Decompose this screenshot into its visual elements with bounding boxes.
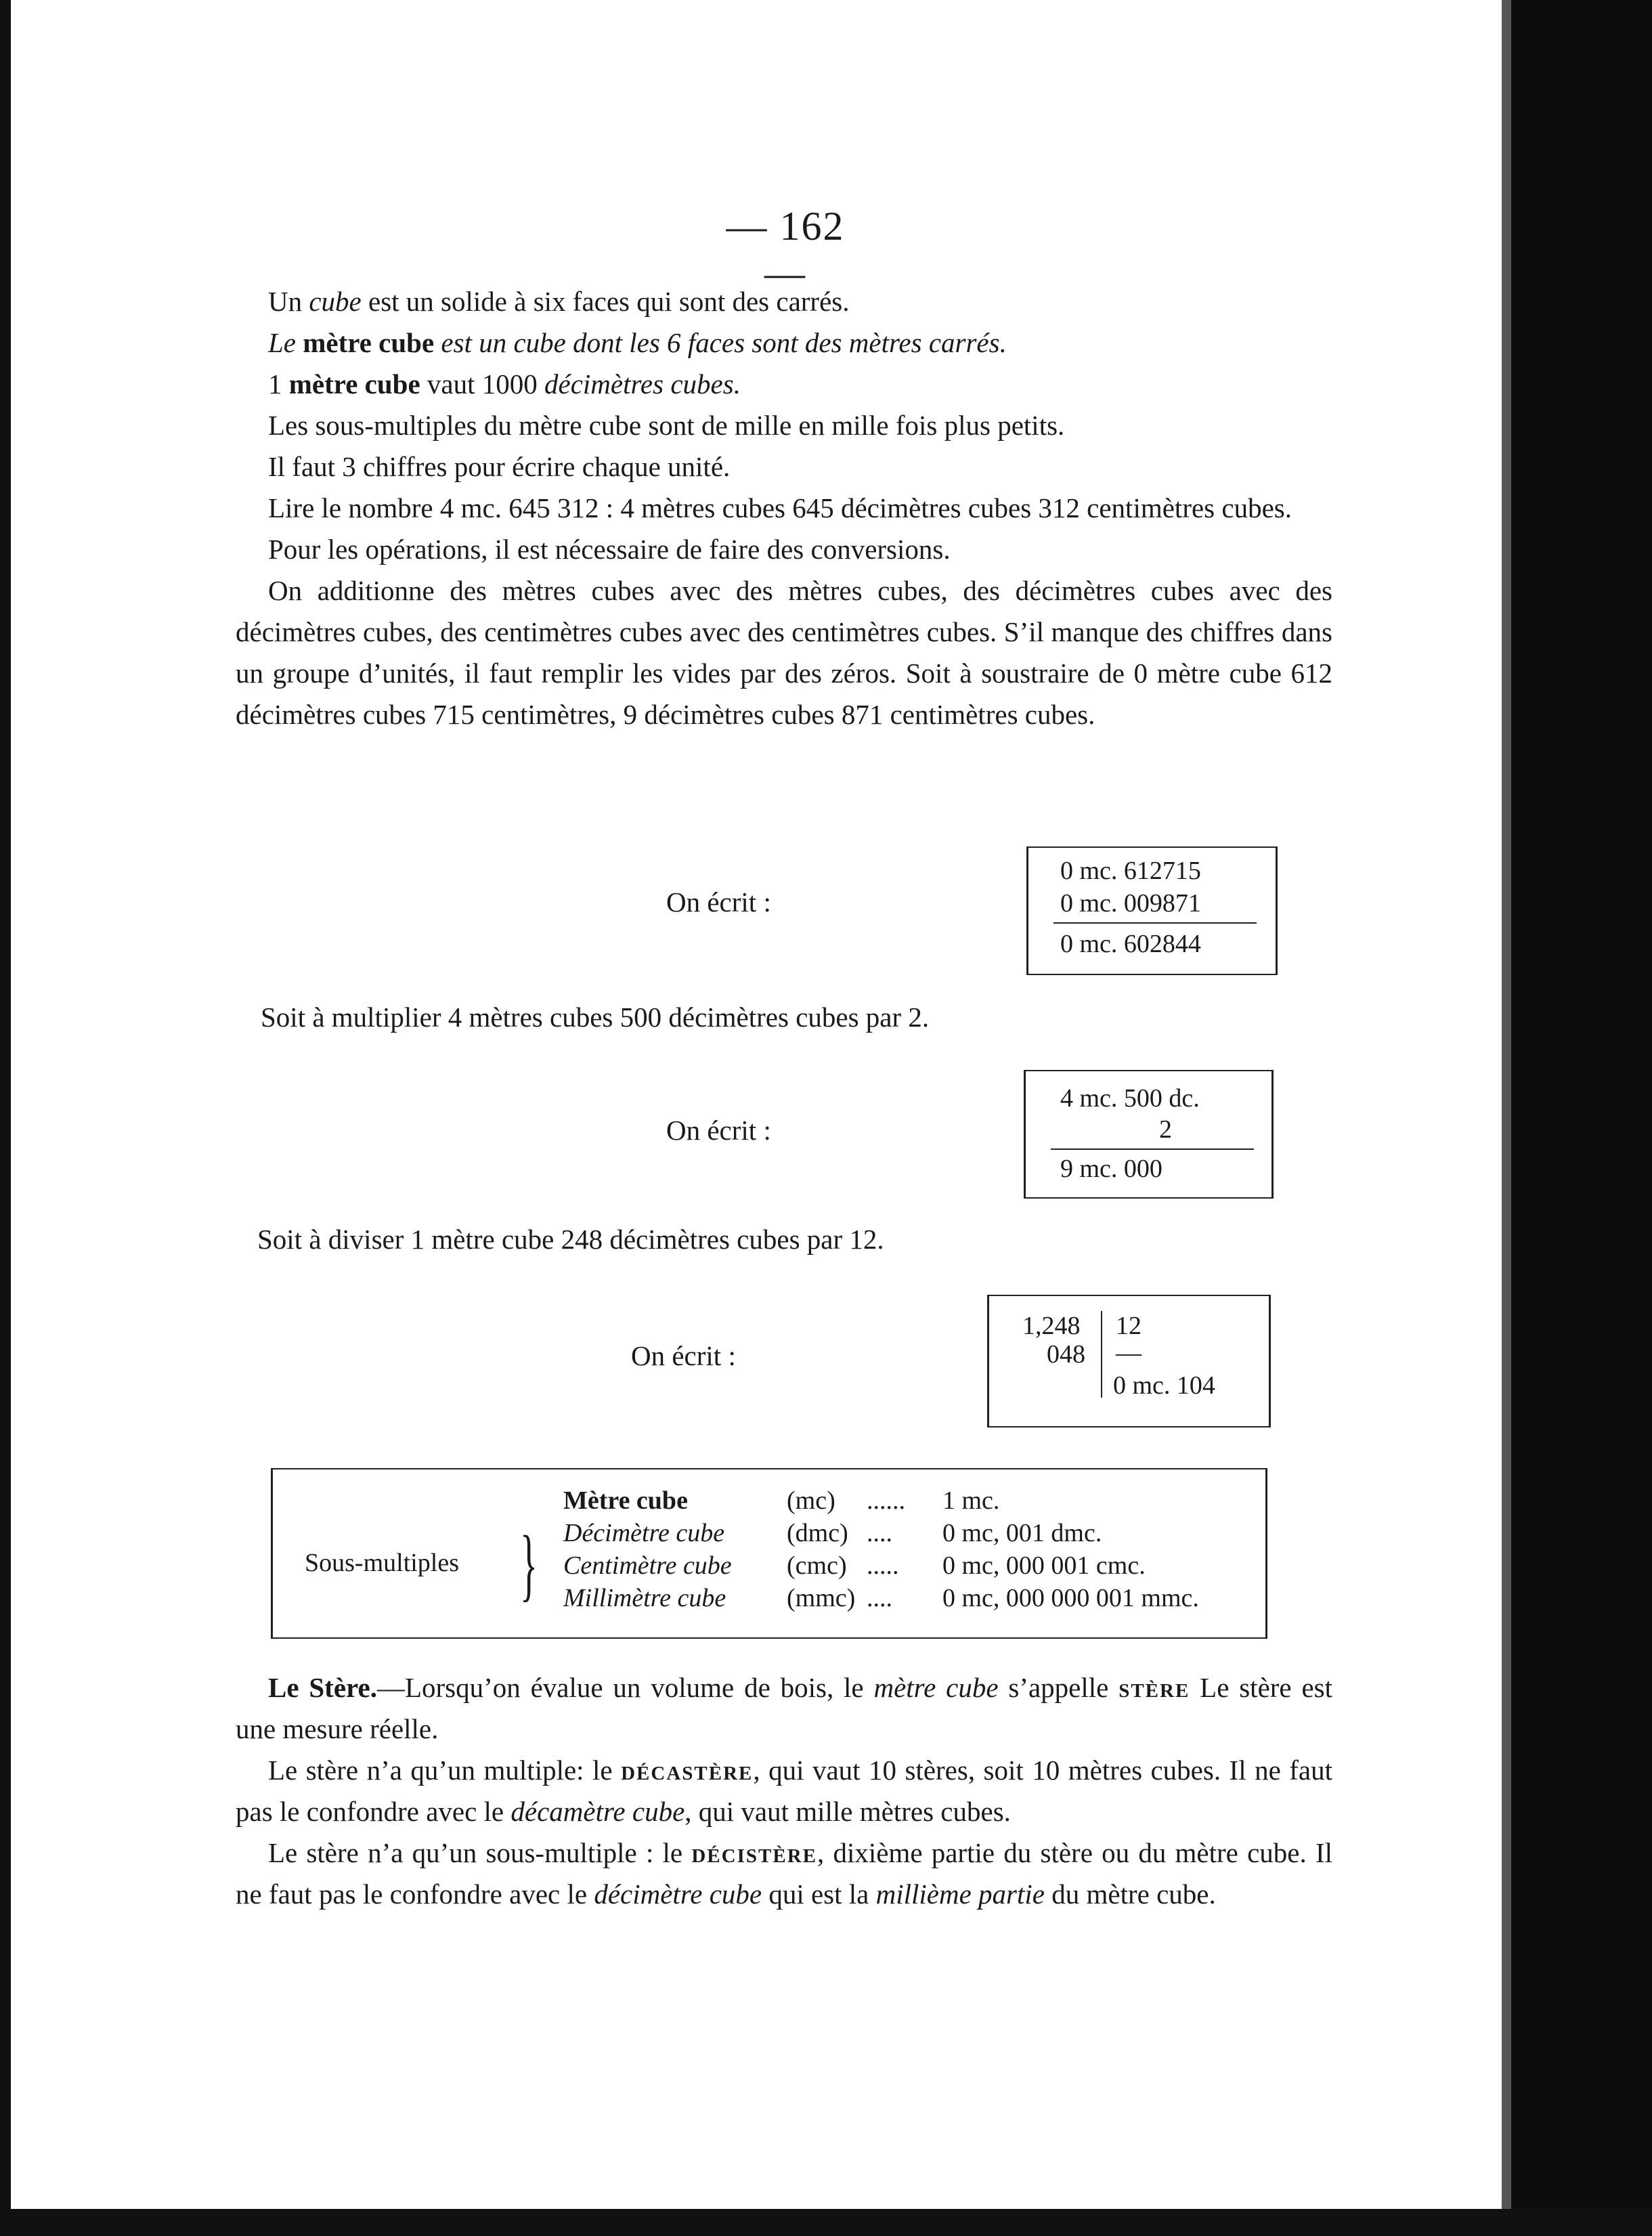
row-centimetre-cube-dots: ..... xyxy=(867,1551,899,1580)
addition-rule: On additionne des mètres cubes avec des mètres cubes, des décimètres cubes avec des décimètres cubes, des centimètres cubes avec des centimètres cubes. S’il manque des chiffres dans un groupe d’unités, il faut remplir les vides par des zéros. Soit à soustraire de 0 mètre cube 612 décimètres cubes 715 centimètres, 9 décimètres cubes 871 centimètres cubes. xyxy=(236,575,1332,730)
units-table xyxy=(271,1468,1267,1639)
multiply-intro: Soit à multiplier 4 mètres cubes 500 décimètres cubes par 2. xyxy=(261,1002,930,1033)
cube-definition: Un cube est un solide à six faces qui sont des carrés. xyxy=(268,286,850,317)
stere-section xyxy=(236,1667,1332,1915)
row-decimetre-cube-dots: .... xyxy=(867,1519,892,1547)
op2-result: 9 mc. 000 xyxy=(1060,1155,1162,1183)
row-millimetre-cube-name: Millimètre cube xyxy=(563,1584,726,1612)
row-centimetre-cube-abbr: (cmc) xyxy=(787,1551,847,1580)
scan-edge-left xyxy=(0,0,11,2236)
row-metre-cube-abbr: (mc) xyxy=(787,1486,835,1515)
metre-cube-definition: Le mètre cube est un cube dont les 6 faces sont des mètres carrés. xyxy=(268,327,1007,358)
divide-intro: Soit à diviser 1 mètre cube 248 décimètres cubes par 12. xyxy=(257,1224,884,1255)
row-millimetre-cube-abbr: (mmc) xyxy=(787,1584,856,1612)
op2-multiplier: 2 xyxy=(1159,1115,1172,1144)
page-number: — 162 — xyxy=(726,204,845,295)
op3-division-bar xyxy=(1101,1311,1102,1398)
row-metre-cube-value: 1 mc. xyxy=(942,1486,1000,1515)
row-decimetre-cube-abbr: (dmc) xyxy=(787,1519,848,1547)
op2-label: On écrit : xyxy=(666,1115,771,1146)
row-decimetre-cube-value: 0 mc, 001 dmc. xyxy=(942,1519,1102,1547)
op3-quotient: 0 mc. 104 xyxy=(1113,1371,1215,1400)
sub-multiples-rule: Les sous-multiples du mètre cube sont de mille en mille fois plus petits. xyxy=(268,410,1065,441)
op1-result-rule xyxy=(1053,922,1257,924)
op1-result: 0 mc. 602844 xyxy=(1060,930,1201,958)
row-metre-cube-dots: ...... xyxy=(867,1486,905,1515)
op2-result-rule xyxy=(1051,1148,1254,1150)
stere-multiple: Le stère n’a qu’un multiple: le décastère, qui vaut 10 stères, soit 10 mètres cubes. Il ne faut pas le confondre avec le décamètre cube, qui vaut mille mètres cubes. xyxy=(236,1755,1332,1827)
row-millimetre-cube-dots: .... xyxy=(867,1584,892,1612)
reading-example: Lire le nombre 4 mc. 645 312 : 4 mètres cubes 645 décimètres cubes 312 centimètres cubes. xyxy=(268,492,1292,523)
row-centimetre-cube-value: 0 mc, 000 001 cmc. xyxy=(942,1551,1146,1580)
scan-edge-right xyxy=(1511,0,1652,2236)
op3-dash: — xyxy=(1116,1339,1142,1367)
op1-minuend: 0 mc. 612715 xyxy=(1060,857,1201,885)
division-box xyxy=(987,1295,1271,1427)
scan-edge-bottom xyxy=(0,2209,1652,2236)
op3-divisor: 12 xyxy=(1116,1312,1142,1340)
scan-edge-right-inner xyxy=(1502,0,1511,2236)
multiplication-box xyxy=(1024,1070,1274,1199)
stere-sub-multiple: Le stère n’a qu’un sous-multiple : le décistère, dixième partie du stère ou du mètre cube. Il ne faut pas le confondre avec le décimètre cube qui est la millième partie du mètre cube. xyxy=(236,1837,1332,1910)
three-digits-rule: Il faut 3 chiffres pour écrire chaque unité. xyxy=(268,451,731,482)
metre-cube-value: 1 mètre cube vaut 1000 décimètres cubes. xyxy=(268,368,741,400)
row-metre-cube-name: Mètre cube xyxy=(563,1486,688,1515)
intro-text xyxy=(236,281,1332,735)
op3-label: On écrit : xyxy=(631,1340,736,1371)
row-decimetre-cube-name: Décimètre cube xyxy=(563,1519,725,1547)
stere-definition: Le Stère.—Lorsqu’on évalue un volume de bois, le mètre cube s’appelle stère Le stère est une mesure réelle. xyxy=(236,1672,1333,1744)
op1-label: On écrit : xyxy=(666,886,771,918)
conversion-rule: Pour les opérations, il est nécessaire de faire des conversions. xyxy=(268,534,951,565)
row-millimetre-cube-value: 0 mc, 000 000 001 mmc. xyxy=(942,1584,1199,1612)
op1-subtrahend: 0 mc. 009871 xyxy=(1060,889,1201,918)
row-centimetre-cube-name: Centimètre cube xyxy=(563,1551,732,1580)
subtraction-box xyxy=(1026,846,1278,975)
op3-remainder: 048 xyxy=(1047,1340,1085,1369)
op3-dividend: 1,248 xyxy=(1022,1312,1081,1340)
brace-icon: } xyxy=(520,1519,538,1609)
sub-multiples-label: Sous-multiples xyxy=(305,1549,460,1577)
op2-multiplicand: 4 mc. 500 dc. xyxy=(1060,1084,1200,1113)
